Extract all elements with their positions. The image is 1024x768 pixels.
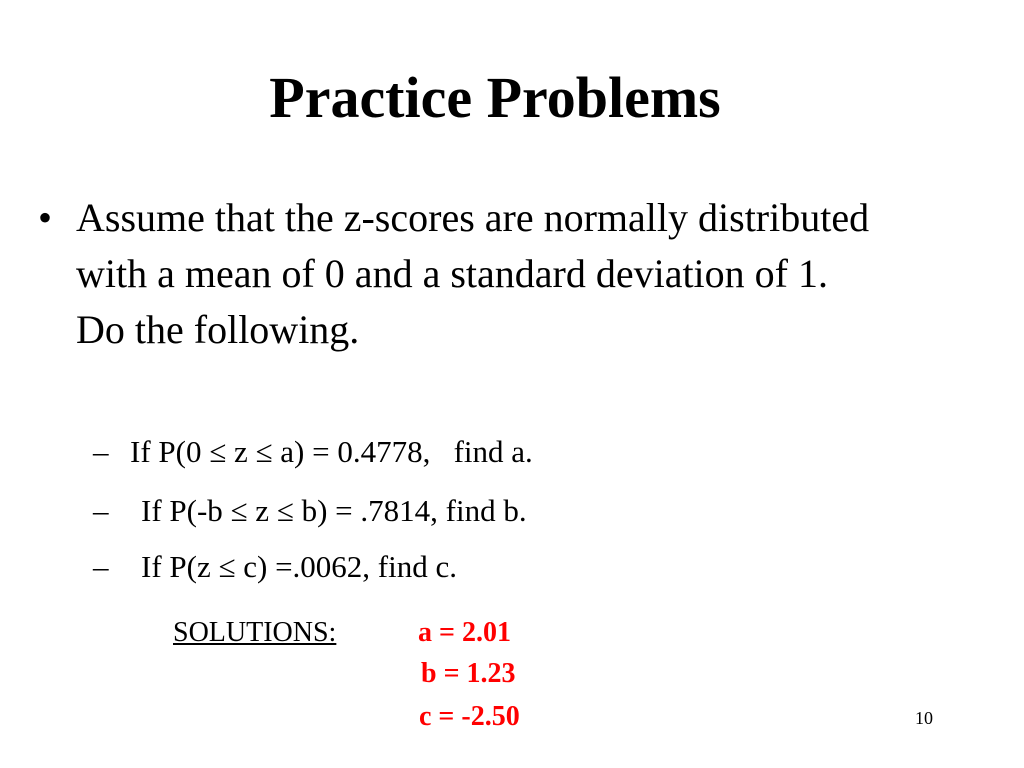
bullet-line: Do the following. <box>76 307 360 352</box>
dash-marker: – <box>93 434 109 469</box>
dash-marker: – <box>93 493 109 528</box>
page-number: 10 <box>915 708 933 728</box>
sub-item-text: If P(-b ≤ z ≤ b) = .7814, find b. <box>141 493 527 528</box>
bullet-marker: • <box>38 195 53 240</box>
bullet-line: with a mean of 0 and a standard deviation of 1. <box>76 251 828 296</box>
solutions-label: SOLUTIONS: <box>173 617 337 648</box>
bullet-text <box>76 190 996 358</box>
slide-title: Practice Problems <box>269 65 721 130</box>
answer-b: b = 1.23 <box>421 658 516 689</box>
answer-a: a = 2.01 <box>418 617 511 648</box>
bullet-line: Assume that the z-scores are normally distributed <box>76 195 870 240</box>
dash-marker: – <box>93 549 109 584</box>
sub-item-text: If P(0 ≤ z ≤ a) = 0.4778, find a. <box>130 434 533 469</box>
answer-c: c = -2.50 <box>419 701 520 732</box>
sub-item-text: If P(z ≤ c) =.0062, find c. <box>141 549 457 584</box>
